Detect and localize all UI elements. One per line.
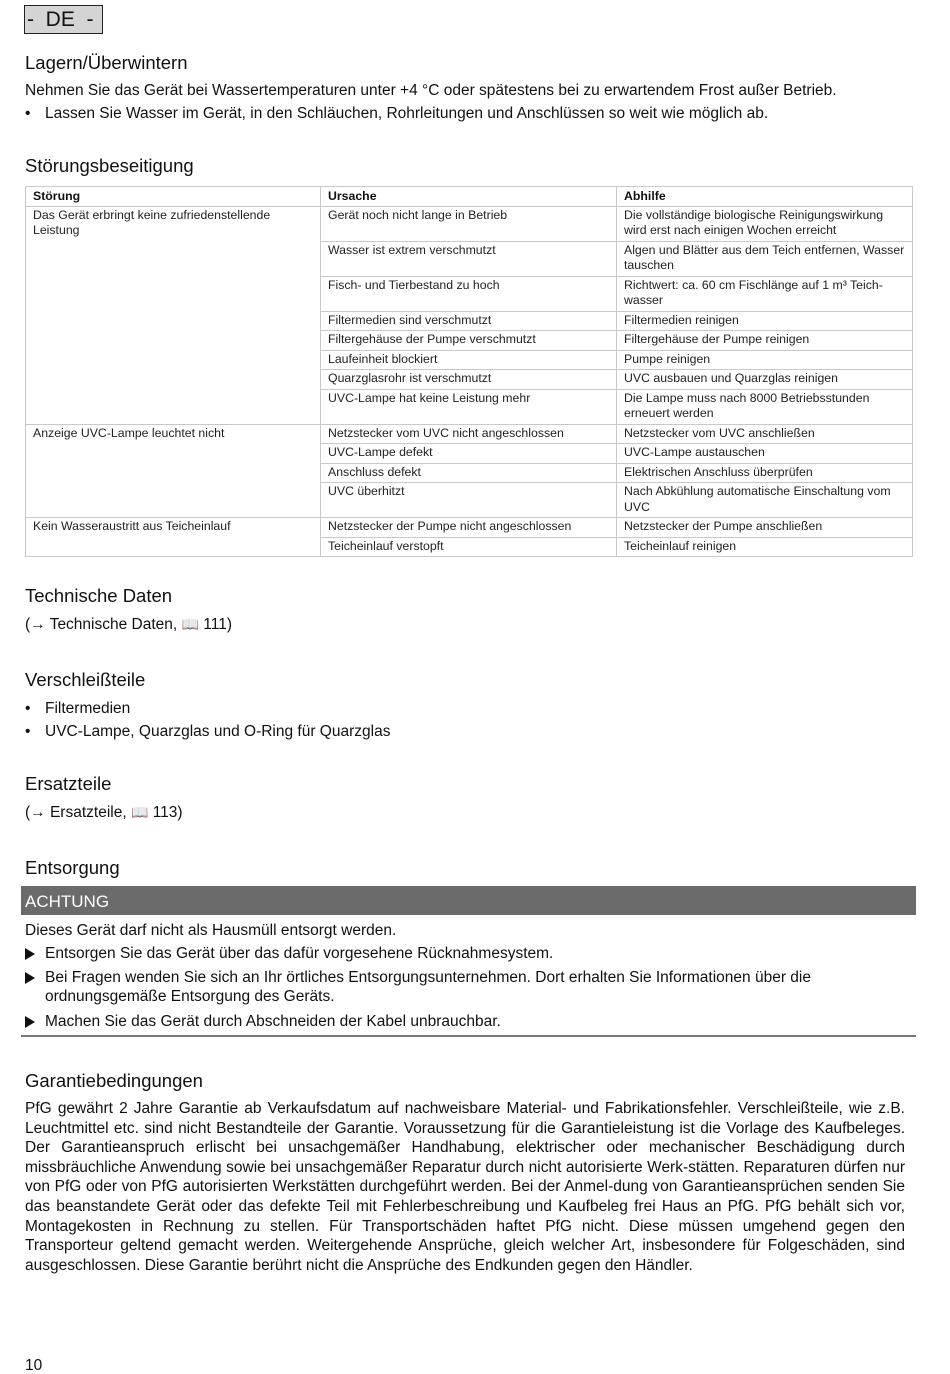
ref-text: (→ Ersatzteile, <box>25 804 131 821</box>
cell-cause: UVC überhitzt <box>321 483 617 518</box>
cell-cause: Laufeinheit blockiert <box>321 350 617 370</box>
cell-remedy: Pumpe reinigen <box>617 350 913 370</box>
cell-cause: Filtermedien sind verschmutzt <box>321 311 617 331</box>
arrow-right-icon <box>25 944 45 966</box>
cell-cause: Filtergehäuse der Pumpe verschmutzt <box>321 331 617 351</box>
trouble-table-body <box>26 206 913 557</box>
entsorgung-intro: Dieses Gerät darf nicht als Hausmüll entsorgt werden. <box>25 922 397 939</box>
step-text: Entsorgen Sie das Gerät über das dafür vorgesehene Rücknahmesystem. <box>45 945 554 962</box>
cell-remedy: Algen und Blätter aus dem Teich entfernen, Wasser tauschen <box>617 241 913 276</box>
cell-remedy: Die Lampe muss nach 8000 Betriebsstunden erneuert werden <box>617 389 913 424</box>
cell-cause: Netzstecker der Pumpe nicht angeschlossen <box>321 518 617 538</box>
page-number: 10 <box>25 1357 43 1374</box>
cell-remedy: UVC ausbauen und Quarzglas reinigen <box>617 370 913 390</box>
table-row <box>26 518 913 538</box>
list-item-text: Filtermedien <box>45 700 131 717</box>
language-badge: - DE - <box>24 5 103 34</box>
step-text: ordnungsgemäße Entsorgung des Geräts. <box>45 988 335 1005</box>
cell-cause: Netzstecker vom UVC nicht angeschlossen <box>321 424 617 444</box>
heading-technische-daten: Technische Daten <box>25 585 173 606</box>
heading-entsorgung: Entsorgung <box>25 857 120 878</box>
col-header-stoerung: Störung <box>26 187 321 207</box>
cell-problem: Das Gerät erbringt keine zufriedenstellende Leistung <box>26 206 321 424</box>
cell-remedy: Filtermedien reinigen <box>617 311 913 331</box>
section-divider <box>21 1035 916 1037</box>
bullet-dot-icon: • <box>25 700 31 717</box>
arrow-right-icon <box>25 968 45 990</box>
cell-cause: Teicheinlauf verstopft <box>321 537 617 557</box>
cell-remedy: Richtwert: ca. 60 cm Fischlänge auf 1 m³ Teich-wasser <box>617 276 913 311</box>
heading-stoerung: Störungsbeseitigung <box>25 155 194 176</box>
bullet-dot-icon: • <box>25 105 31 122</box>
warning-bar: ACHTUNG <box>21 886 916 915</box>
cell-problem: Kein Wasseraustritt aus Teicheinlauf <box>26 518 321 557</box>
technische-daten-ref <box>25 615 232 635</box>
arrow-right-icon <box>25 1012 45 1034</box>
cell-remedy: Netzstecker vom UVC anschließen <box>617 424 913 444</box>
cell-remedy: Netzstecker der Pumpe anschließen <box>617 518 913 538</box>
col-header-abhilfe: Abhilfe <box>617 187 913 207</box>
table-header-row <box>26 187 913 207</box>
ref-page: 113) <box>148 804 183 821</box>
cell-cause: UVC-Lampe hat keine Leistung mehr <box>321 389 617 424</box>
book-icon: 📖 <box>130 804 149 820</box>
cell-remedy: Teicheinlauf reinigen <box>617 537 913 557</box>
ersatzteile-ref <box>25 803 183 823</box>
cell-remedy: Die vollständige biologische Reinigungswirkung wird erst nach einigen Wochen erreicht <box>617 206 913 241</box>
step-text: Machen Sie das Gerät durch Abschneiden der Kabel unbrauchbar. <box>45 1013 501 1030</box>
heading-garantie: Garantiebedingungen <box>25 1070 203 1091</box>
cell-cause: Fisch- und Tierbestand zu hoch <box>321 276 617 311</box>
list-item-text: UVC-Lampe, Quarzglas und O-Ring für Quarzglas <box>45 723 391 740</box>
cell-remedy: Nach Abkühlung automatische Einschaltung vom UVC <box>617 483 913 518</box>
garantie-text: PfG gewährt 2 Jahre Garantie ab Verkaufsdatum auf nachweisbare Material- und Fabrikationsfehler. Verschleißteile, wie z.B. Leuchtmittel etc. sind nicht Bestandteile der Garantie. Voraussetzung für die Garantieleistung ist die Vorlage des Kaufbeleges. Der Garantieanspruch erlischt bei unsachgemäßer Handhabung, elektrischer oder mechanischer Beschädigung durch missbräuchliche Anwendung sowie bei unsachgemäßer Reparatur durch nicht autorisierte Werk-stätten. Reparaturen dürfen nur von PfG oder von PfG autorisierten Werkstätten durchgeführt werden. Bei der Anmel-dung von Garantieansprüchen senden Sie das beanstandete Gerät oder das defekte Teil mit Fehlerbeschreibung und Kaufbeleg frei Haus an PfG. PfG behält sich vor, Montagekosten in Rechnung zu stellen. Für Transportschäden haftet PfG nicht. Diese müssen umgehend gegen den Transporteur geltend gemacht werden. Weitergehende Ansprüche, gleich welcher Art, insbesondere für Folgeschäden, sind ausgeschlossen. Diese Garantie berührt nicht die Ansprüche des Endkunden gegen den Händler. <box>25 1100 905 1274</box>
cell-cause: Gerät noch nicht lange in Betrieb <box>321 206 617 241</box>
cell-cause: Quarzglasrohr ist verschmutzt <box>321 370 617 390</box>
lagern-bullet-text: Lassen Sie Wasser im Gerät, in den Schläuchen, Rohrleitungen und Anschlüssen so weit wie möglich ab. <box>45 105 769 122</box>
bullet-dot-icon: • <box>25 723 31 740</box>
col-header-ursache: Ursache <box>321 187 617 207</box>
cell-problem: Anzeige UVC-Lampe leuchtet nicht <box>26 424 321 518</box>
table-row <box>26 206 913 241</box>
cell-remedy: Filtergehäuse der Pumpe reinigen <box>617 331 913 351</box>
lagern-text: Nehmen Sie das Gerät bei Wassertemperaturen unter +4 °C oder spätestens bei zu erwartendem Frost außer Betrieb. <box>25 82 837 99</box>
cell-cause: Anschluss defekt <box>321 463 617 483</box>
table-row <box>26 424 913 444</box>
heading-ersatzteile: Ersatzteile <box>25 773 112 794</box>
heading-lagern: Lagern/Überwintern <box>25 52 188 73</box>
trouble-table <box>25 186 913 557</box>
cell-remedy: Elektrischen Anschluss überprüfen <box>617 463 913 483</box>
cell-remedy: UVC-Lampe austauschen <box>617 444 913 464</box>
ref-text: (→ Technische Daten, <box>25 616 182 633</box>
book-icon: 📖 <box>181 616 199 632</box>
cell-cause: UVC-Lampe defekt <box>321 444 617 464</box>
cell-cause: Wasser ist extrem verschmutzt <box>321 241 617 276</box>
ref-page: 111) <box>198 616 232 633</box>
heading-verschleissteile: Verschleißteile <box>25 669 146 690</box>
step-text: Bei Fragen wenden Sie sich an Ihr örtliches Entsorgungsunternehmen. Dort erhalten Sie Informationen über die <box>45 969 811 986</box>
